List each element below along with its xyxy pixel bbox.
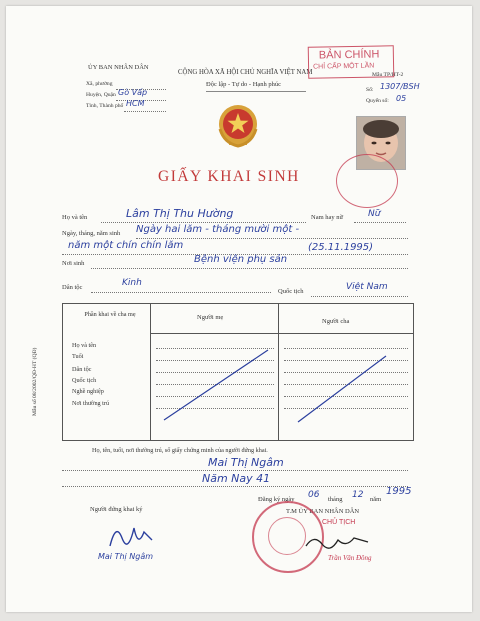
row-label-occupation: Nghề nghiệp [72,388,104,395]
chair-name: Trần Văn Đông [328,554,372,562]
ethnicity-value: Kinh [122,278,142,288]
gender-value: Nữ [368,209,381,219]
reg-date-label: Đăng ký ngày [258,496,295,503]
mother-column-header: Người mẹ [197,314,224,321]
book-label: Quyển số: [366,98,389,104]
book-value: 05 [396,94,407,103]
dob-value-line2: năm một chín chín lăm [68,240,184,251]
gender-label: Nam hay nữ [311,214,344,221]
birthplace-label: Nơi sinh [62,260,85,267]
reg-day: 06 [308,490,320,500]
original-copy-stamp: BẢN CHÍNH CHỈ CẤP MỘT LẦN [308,45,395,78]
province-label: Tỉnh, Thành phố [86,103,124,109]
name-label: Họ và tên [62,214,88,221]
dob-numeric: (25.11.1995) [308,242,374,253]
declarant-line2: Năm Nay 41 [202,472,271,485]
birth-certificate-page [6,6,472,612]
declarant-caption: Họ, tên, tuổi, nơi thường trú, số giấy chứng minh của người đứng khai. [92,447,268,454]
reg-year: 1995 [386,486,412,497]
row-label-name: Họ và tên [72,342,97,349]
registrant-label: Người đứng khai ký [90,506,143,513]
document-title: GIẤY KHAI SINH [158,168,300,185]
number-value: 1307/BSH [380,82,420,91]
row-label-residence: Nơi thường trú [72,400,110,407]
reg-month: 12 [352,490,364,500]
row-label-nationality: Quốc tịch [72,377,97,384]
dob-label: Ngày, tháng, năm sinh [62,230,121,237]
motto: Độc lập - Tự do - Hạnh phúc [206,81,282,88]
chair-title: CHỦ TỊCH [322,519,356,526]
left-organization: ỦY BAN NHÂN DÂN [88,64,149,71]
number-label: Số: [366,87,374,93]
district-value: Gò Vấp [118,88,148,97]
province-value: HCM [126,99,145,108]
dob-value-line1: Ngày hai lăm - tháng mười một - [136,224,300,235]
form-code: Mẫu TP/HT-2 [372,72,404,78]
row-label-age: Tuổi [72,353,84,360]
row-label-ethnicity: Dân tộc [72,366,92,373]
nationality-value: Việt Nam [346,282,388,292]
nationality-label: Quốc tịch [278,288,304,295]
name-value: Lâm Thị Thu Hường [126,207,234,220]
nation-title: CỘNG HÒA XÃ HỘI CHỦ NGHĨA VIỆT NAM [178,69,313,76]
authority-line: T.M ỦY BAN NHÂN DÂN [286,508,360,515]
registrant-name: Mai Thị Ngâm [98,552,154,561]
form-side-note: Mẫu số 08/2002/QĐ-HT (QĐ) [32,347,38,416]
ethnicity-label: Dân tộc [62,284,83,291]
parents-header-label: Phần khai về cha mẹ [84,311,136,318]
father-column-header: Người cha [322,318,350,325]
declarant-line1: Mai Thị Ngâm [208,456,284,469]
commune-label: Xã, phường [86,81,113,87]
table-strike-lines [6,6,472,612]
month-label: tháng [328,496,343,503]
district-label: Huyện, Quận [86,92,116,98]
year-label: năm [370,496,382,503]
birthplace-value: Bệnh viện phụ sản [194,254,288,265]
